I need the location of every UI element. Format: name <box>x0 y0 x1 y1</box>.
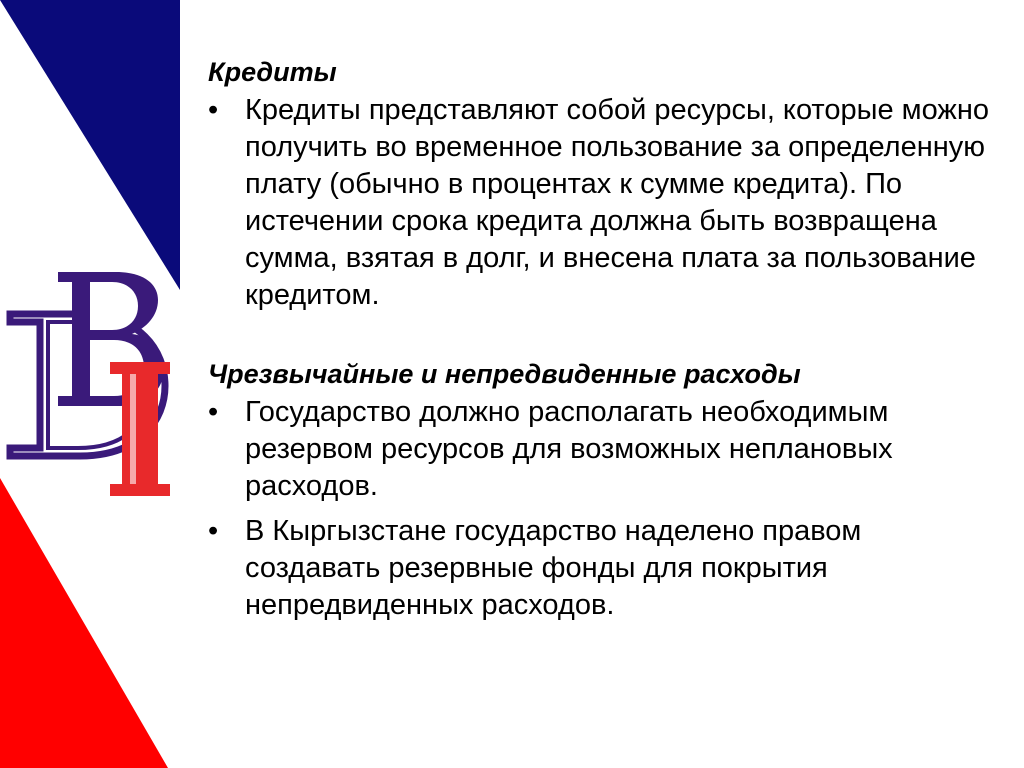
red-triangle <box>0 478 168 768</box>
bullet-item <box>208 394 998 505</box>
section-heading-credits: Кредиты <box>208 57 337 87</box>
section-emergency-expenses <box>208 354 998 624</box>
bullet-list-emergency <box>208 394 998 624</box>
section-credits <box>208 52 998 314</box>
bullet-symbol: • <box>208 515 219 547</box>
bullet-list-credits <box>208 92 998 314</box>
slide-content <box>208 52 998 632</box>
bullet-item <box>208 92 998 314</box>
bullet-text: В Кыргызстане государство наделено правом создавать резервные фонды для покрытия непредвиденных расходов. <box>245 515 862 621</box>
bullet-symbol: • <box>208 396 219 428</box>
bullet-text: Государство должно располагать необходимым резервом ресурсов для возможных неплановых расходов. <box>245 396 893 502</box>
bullet-symbol: • <box>208 94 219 126</box>
bi-logo <box>10 272 170 496</box>
bullet-item <box>208 513 998 624</box>
bullet-text: Кредиты представляют собой ресурсы, которые можно получить во временное пользование за определенную плату (обычно в процентах к сумме кредита). По истечении срока кредита должна быть возвращена сумма, взятая в долг, и внесена плата за пользование кредитом. <box>245 94 989 311</box>
navy-triangle <box>0 0 180 290</box>
section-heading-emergency: Чрезвычайные и непредвиденные расходы <box>208 359 801 389</box>
